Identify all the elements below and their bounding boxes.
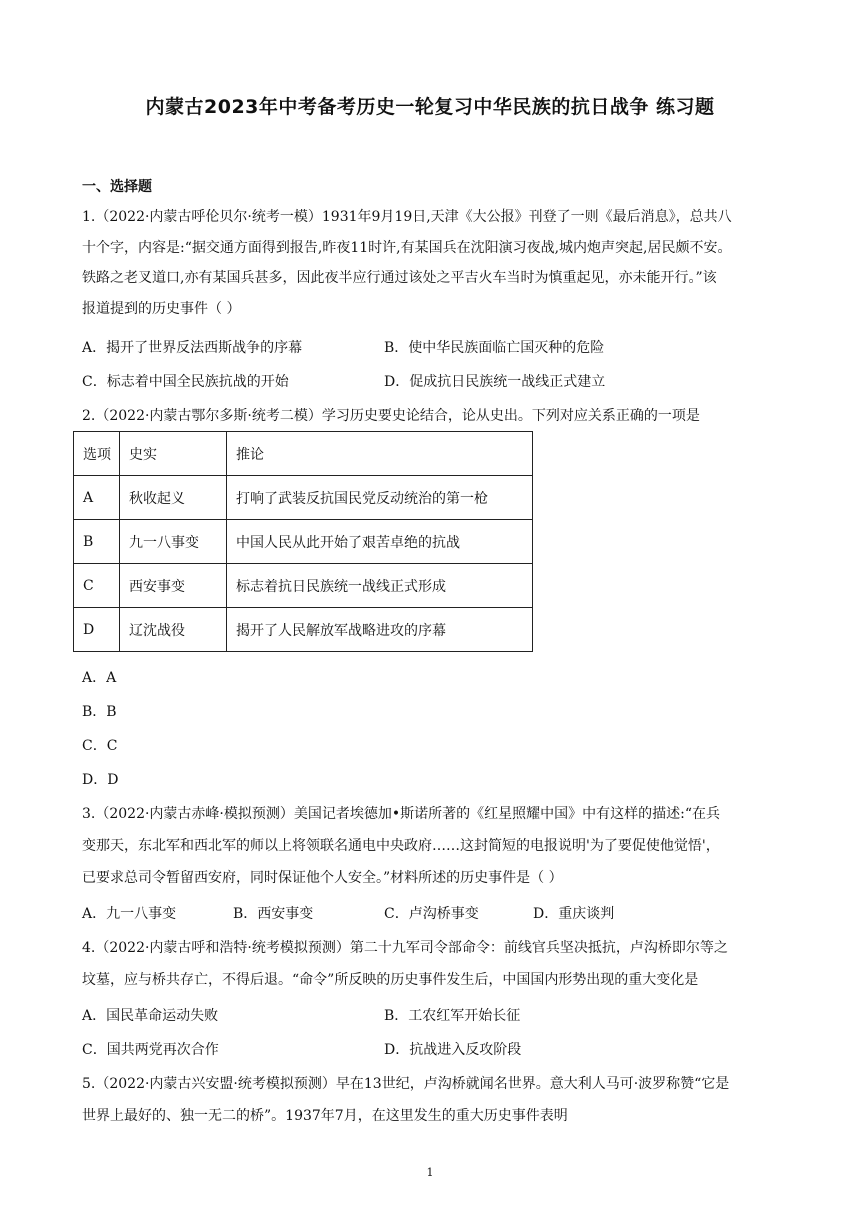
q2-table (73, 431, 533, 652)
table-header-row (74, 432, 533, 476)
table-cell: A (74, 476, 120, 520)
q2-option-b: B．B (82, 704, 117, 720)
q2-option-d: D．D (82, 772, 119, 788)
q1-option-c: C．标志着中国全民族抗战的开始 (82, 374, 289, 390)
q1-line: 十个字，内容是:“据交通方面得到报告,昨夜11时许,有某国兵在沈阳演习夜战,城内炮声突起,居民颇不安。 (82, 240, 732, 256)
table-row (74, 564, 533, 608)
table-header-cell: 选项 (74, 432, 120, 476)
q4-option-b: B．工农红军开始长征 (384, 1008, 521, 1024)
table-row (74, 608, 533, 652)
q1-line: 铁路之老叉道口,亦有某国兵甚多，因此夜半应行通过该处之平吉火车当时为慎重起见，亦未能开行。”该 (82, 270, 717, 286)
table-cell: D (74, 608, 120, 652)
table-header-cell: 史实 (120, 432, 227, 476)
table-cell: 西安事变 (120, 564, 227, 608)
q4-option-a: A．国民革命运动失败 (82, 1008, 219, 1024)
q4-line: 4.（2022·内蒙古呼和浩特·统考模拟预测）第二十九军司令部命令：前线官兵坚决抵抗，卢沟桥即尔等之 (82, 940, 728, 956)
q2-option-c: C．C (82, 738, 118, 754)
q3-line: 3.（2022·内蒙古赤峰·模拟预测）美国记者埃德加•斯诺所著的《红星照耀中国》中有这样的描述:“在兵 (82, 806, 721, 822)
q3-option-d: D．重庆谈判 (533, 906, 615, 922)
page-number: 1 (426, 1166, 434, 1179)
table-cell: 中国人民从此开始了艰苦卓绝的抗战 (227, 520, 533, 564)
q1-option-b: B．使中华民族面临亡国灭种的危险 (384, 340, 605, 356)
q1-option-d: D．促成抗日民族统一战线正式建立 (384, 374, 606, 390)
q1-line: 报道提到的历史事件（ ） (82, 301, 241, 317)
q4-line: 坟墓，应与桥共存亡，不得后退。“命令”所反映的历史事件发生后，中国国内形势出现的重大变化是 (82, 972, 699, 988)
table-row (74, 476, 533, 520)
table-cell: 秋收起义 (120, 476, 227, 520)
q3-line: 变那天，东北军和西北军的师以上将领联名通电中央政府……这封简短的电报说明'为了要促使他觉悟'， (82, 838, 720, 854)
q3-option-b: B．西安事变 (233, 906, 314, 922)
q1-option-a: A．揭开了世界反法西斯战争的序幕 (82, 340, 303, 356)
q3-option-a: A．九一八事变 (82, 906, 177, 922)
q2-option-a: A．A (82, 670, 117, 686)
section-heading: 一、选择题 (82, 179, 152, 195)
table-cell: 揭开了人民解放军战略进攻的序幕 (227, 608, 533, 652)
table-cell: C (74, 564, 120, 608)
table-row (74, 520, 533, 564)
q3-line: 已要求总司令暂留西安府，同时保证他个人安全。”材料所述的历史事件是（ ） (82, 870, 563, 886)
q5-line: 世界上最好的、独一无二的桥”。1937年7月，在这里发生的重大历史事件表明 (82, 1108, 568, 1124)
page-title: 内蒙古2023年中考备考历史一轮复习中华民族的抗日战争 练习题 (145, 96, 715, 118)
q4-option-c: C．国共两党再次合作 (82, 1042, 219, 1058)
table-cell: B (74, 520, 120, 564)
q1-line: 1.（2022·内蒙古呼伦贝尔·统考一模）1931年9月19日,天津《大公报》刊登了一则《最后消息》，总共八 (82, 209, 732, 225)
table-cell: 辽沈战役 (120, 608, 227, 652)
q3-option-c: C．卢沟桥事变 (384, 906, 479, 922)
q4-option-d: D．抗战进入反攻阶段 (384, 1042, 522, 1058)
table-header-cell: 推论 (227, 432, 533, 476)
q2-stem: 2.（2022·内蒙古鄂尔多斯·统考二模）学习历史要史论结合，论从史出。下列对应关系正确的一项是 (82, 408, 700, 424)
table-cell: 标志着抗日民族统一战线正式形成 (227, 564, 533, 608)
table-cell: 打响了武装反抗国民党反动统治的第一枪 (227, 476, 533, 520)
q5-line: 5.（2022·内蒙古兴安盟·统考模拟预测）早在13世纪，卢沟桥就闻名世界。意大利人马可·波罗称赞“它是 (82, 1076, 730, 1092)
table-cell: 九一八事变 (120, 520, 227, 564)
